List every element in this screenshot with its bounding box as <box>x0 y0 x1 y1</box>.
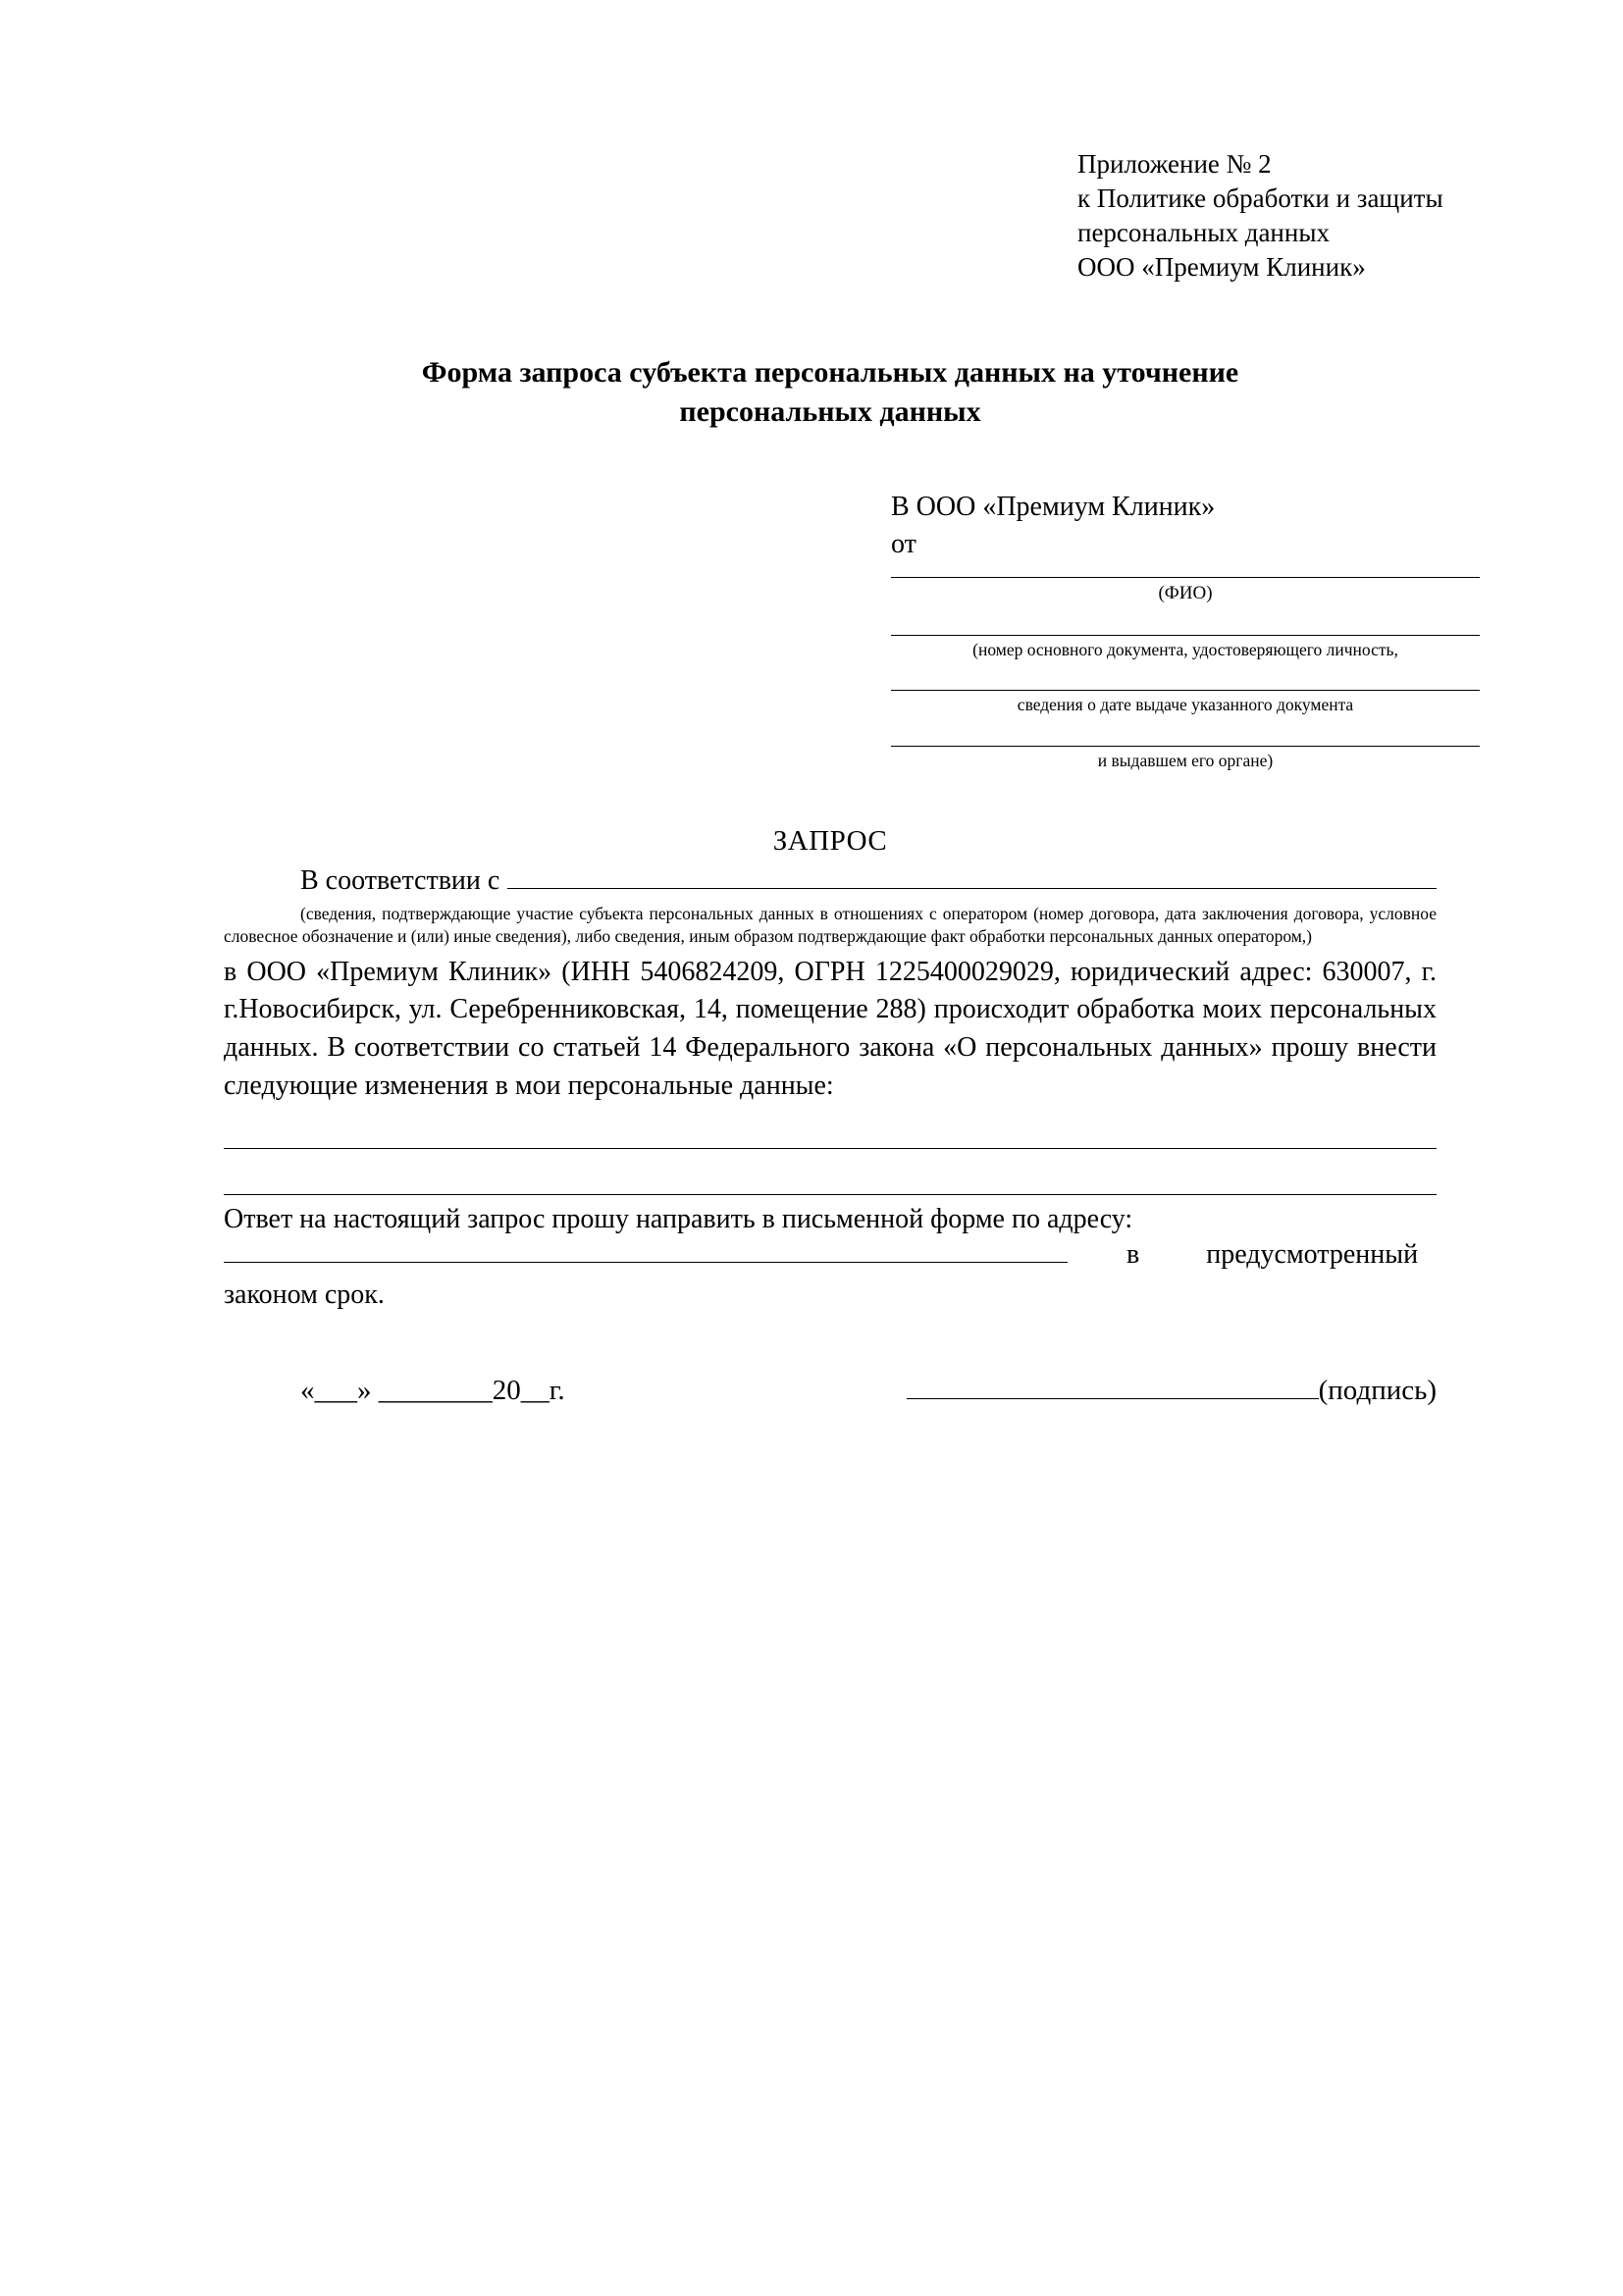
document-number-caption: (номер основного документа, удостоверяющего личность, <box>972 639 1398 659</box>
document-number-input-line[interactable] <box>891 635 1480 636</box>
spacer <box>891 605 1480 621</box>
spacer <box>891 716 1480 732</box>
changes-input-line-2[interactable] <box>224 1149 1437 1195</box>
page-title-line-1: Форма запроса субъекта персональных данных на уточнение <box>421 356 1239 390</box>
appendix-policy-line-1: к Политике обработки и защиты <box>1077 183 1443 214</box>
request-heading: ЗАПРОС <box>772 825 888 858</box>
reply-preposition: в <box>1126 1238 1140 1270</box>
addressee-recipient: В ООО «Премиум Клиник» <box>891 492 1216 523</box>
appendix-reference <box>1077 147 1443 285</box>
accordance-input-line[interactable] <box>507 868 1437 889</box>
reply-tail-word: предусмотренный <box>1206 1238 1419 1270</box>
signature-caption: (подпись) <box>1318 1375 1437 1407</box>
signature-input-line[interactable] <box>907 1379 1319 1399</box>
fio-caption: (ФИО) <box>1158 582 1213 603</box>
document-issuer-input-line[interactable] <box>891 746 1480 747</box>
reply-lead-text: Ответ на настоящий запрос прошу направить в письменной форме по адресу: <box>224 1204 1133 1235</box>
page-title-line-2: персональных данных <box>679 395 981 429</box>
signature-row <box>224 1375 1437 1407</box>
spacer <box>891 660 1480 676</box>
accordance-fineprint-text: (сведения, подтверждающие участие субъекта персональных данных в отношениях с оператором (номер договора, дата заключения договора, условное словесное обозначение и (или) иные сведения), либо сведения, иным образом подтверждающие факт обработки персональных данных оператором,) <box>224 904 1437 946</box>
document-issuer-caption: и выдавшем его органе) <box>1097 751 1274 771</box>
changes-input-line-1[interactable] <box>224 1105 1437 1149</box>
reply-address-input-line[interactable] <box>224 1240 1068 1263</box>
appendix-policy-line-2: персональных данных <box>1077 218 1330 248</box>
addressee-from-label: от <box>891 528 916 559</box>
document-date-caption: сведения о дате выдаче указанного документа <box>1017 695 1354 715</box>
request-body: в ООО «Премиум Клиник» (ИНН 5406824209, ОГРН 1225400029029, юридический адрес: 630007, г. г.Новосибирск, ул. Серебренниковская, 14, помещение 288) происходит обработка моих персональных данных. В соответствии со статьей 14 Федерального закона «О персональных данных» прошу внести следующие изменения в мои персональные данные: <box>224 956 1437 1101</box>
reply-end-text: законом срок. <box>224 1278 385 1310</box>
page-title <box>224 353 1437 432</box>
accordance-fineprint <box>224 903 1437 948</box>
date-field[interactable]: «___» ________20__г. <box>300 1375 565 1407</box>
appendix-company: ООО «Премиум Клиник» <box>1077 252 1366 283</box>
appendix-number: Приложение № 2 <box>1077 149 1272 179</box>
reply-address-row <box>224 1239 1437 1271</box>
document-date-input-line[interactable] <box>891 690 1480 691</box>
accordance-row <box>224 865 1437 897</box>
addressee-block <box>891 489 1480 772</box>
accordance-label: В соответствии с <box>300 865 500 897</box>
fio-input-line[interactable] <box>891 577 1480 578</box>
